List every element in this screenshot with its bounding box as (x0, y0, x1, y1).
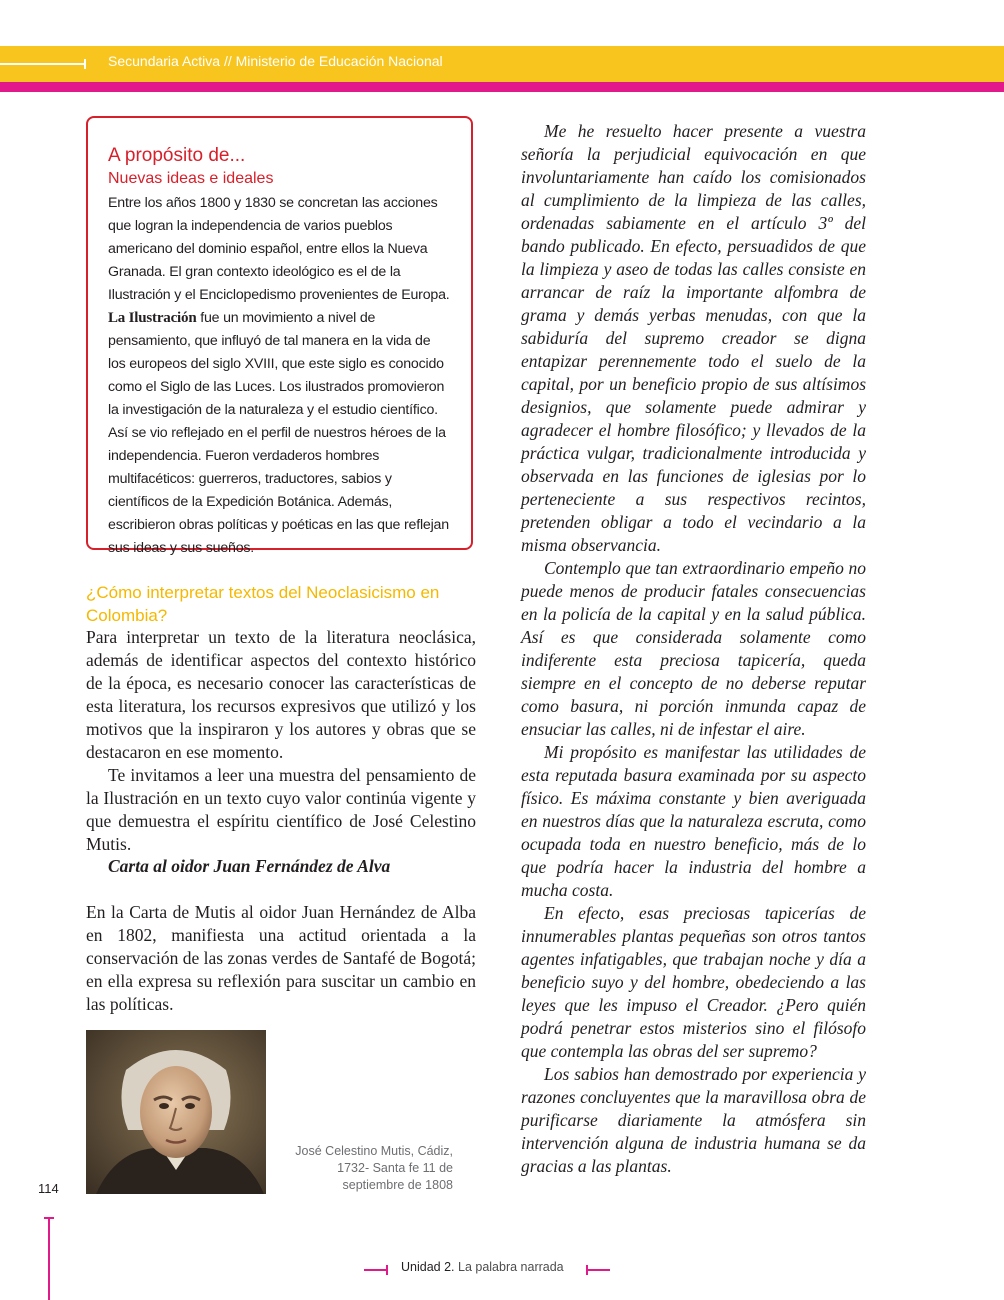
letter-text (521, 120, 866, 1178)
section-heading: ¿Cómo interpretar textos del Neoclasicismo en Colombia? (86, 583, 440, 625)
header-title: Secundaria Activa // Ministerio de Educación Nacional (108, 53, 443, 69)
info-box-paragraph-2: fue un movimiento a nivel de pensamiento, que influyó de tal manera en la vida de los europeos del siglo XVIII, que este siglo es conocido como el Siglo de las Luces. Los ilustrados promovieron la investigación de la naturaleza y el estudio científico. Así se vio reflejado en el perfil de nuestros héroes de la independencia. Fueron verdaderos hombres multifacéticos: guerreros, traductores, sabios y científicos de la Expedición Botánica. Además, escribieron obras políticas y poéticas en las que reflejan sus ideas y sus sueños. (108, 310, 449, 556)
page-number: 114 (38, 1181, 59, 1196)
info-box (86, 116, 473, 556)
footer-unit: Unidad 2. (401, 1260, 455, 1274)
intro-text (86, 626, 476, 856)
portrait-drawing (86, 1030, 266, 1194)
portrait-image (86, 1030, 266, 1194)
letter-paragraph: Mi propósito es manifestar las utilidades de esta reputada basura examinada por su aspecto físico. Es máxima constante y bien averiguada en nuestros días que la naturaleza escruta, como ocupada toda en nuestro beneficio, más de lo que podría hacer la industria del hombre a mucha costa. (521, 742, 866, 900)
left-margin-rule (48, 1217, 50, 1300)
info-box-title: A propósito de... (108, 145, 246, 166)
info-box-subtitle: Nuevas ideas e ideales (108, 170, 274, 187)
letter-paragraph: Contemplo que tan extraordinario empeño no puede menos de producir fatales consecuencias en la policía de la capital y en la salud pública. Así es que considerada solamente como indiferente esta preciosa tapicería, queda siempre en el concepto de no deberse reputar como basura, ni porción inmunda capaz de ensuciar las calles, ni de infestar el aire. (521, 558, 866, 739)
info-box-body (108, 192, 451, 560)
footer-text (401, 1260, 564, 1274)
header-stripe (0, 82, 1004, 92)
letter-title: Carta al oidor Juan Fernández de Alva (108, 856, 391, 876)
footer-right-rule (586, 1269, 610, 1271)
letter-summary-paragraph: En la Carta de Mutis al oidor Juan Hernández de Alba en 1802, manifiesta una actitud orientada a la conservación de las zonas verdes de Santafé de Bogotá; en ella expresa su reflexión para suscitar un cambio en las políticas. (86, 902, 476, 1014)
info-box-paragraph-1: Entre los años 1800 y 1830 se concretan las acciones que logran la independencia de varios pueblos americano del dominio español, entre ellos la Nueva Granada. El gran contexto ideológico es el de la Ilustración y el Enciclopedismo provenientes de Europa. (108, 195, 450, 303)
header-decoration-line (0, 63, 86, 65)
portrait-caption: José Celestino Mutis, Cádiz, 1732- Santa fe 11 de septiembre de 1808 (295, 1144, 453, 1192)
info-box-bold-term: La Ilustración (108, 310, 197, 326)
letter-paragraph: En efecto, esas preciosas tapicerías de innumerables plantas pequeñas son otros tantos agentes infatigables, que trabajan noche y día a beneficio suyo y del hombre, obedeciendo a las leyes que les impuso el Creador. ¿Pero quién podrá penetrar estos misterios sino el filósofo que contempla las obras del ser supremo? (521, 903, 866, 1061)
letter-paragraph: Los sabios han demostrado por experiencia y razones concluyentes que la maravillosa obra de purificarse diariamente la atmósfera sin intervención alguna de industria humana se da gracias a las plantas. (521, 1064, 866, 1176)
footer (364, 1258, 612, 1280)
intro-paragraph: Para interpretar un texto de la literatura neoclásica, además de identificar aspectos del contexto histórico de la época, es necesario conocer las características de esta literatura, los recursos expresivos que utilizó y los motivos que la inspiraron y los autores y obras que se destacaron en ese momento. (86, 627, 476, 762)
footer-unit-title: La palabra narrada (454, 1260, 564, 1274)
invitation-paragraph: Te invitamos a leer una muestra del pensamiento de la Ilustración en un texto cuyo valor continúa vigente y que demuestra el espíritu científico de José Celestino Mutis. (86, 765, 476, 854)
letter-paragraph: Me he resuelto hacer presente a vuestra señoría la perjudicial equivocación en que involuntariamente han caído los comisionados al cumplimiento de la limpieza de las calles, ordenadas sabiamente en el artículo 3º del bando publicado. En efecto, persuadidos de que la limpieza y aseo de todas las calles consiste en arrancar de raíz la importante alfombra de grama y demás yerbas menudas, con que la sabiduría del supremo creador se digna entapizar perennemente todo el suelo de la capital, por un beneficio propio de sus altísimos designios, que solamente puede admirar y agradecer el hombre filosófico; y llevados de la práctica vulgar, tradicionalmente introducida y observada en las funciones de iglesias por lo perteneciente a sus respectivos recintos, pretenden obligar a todo el vecindario a la misma observancia. (521, 121, 866, 555)
footer-left-rule (364, 1269, 388, 1271)
